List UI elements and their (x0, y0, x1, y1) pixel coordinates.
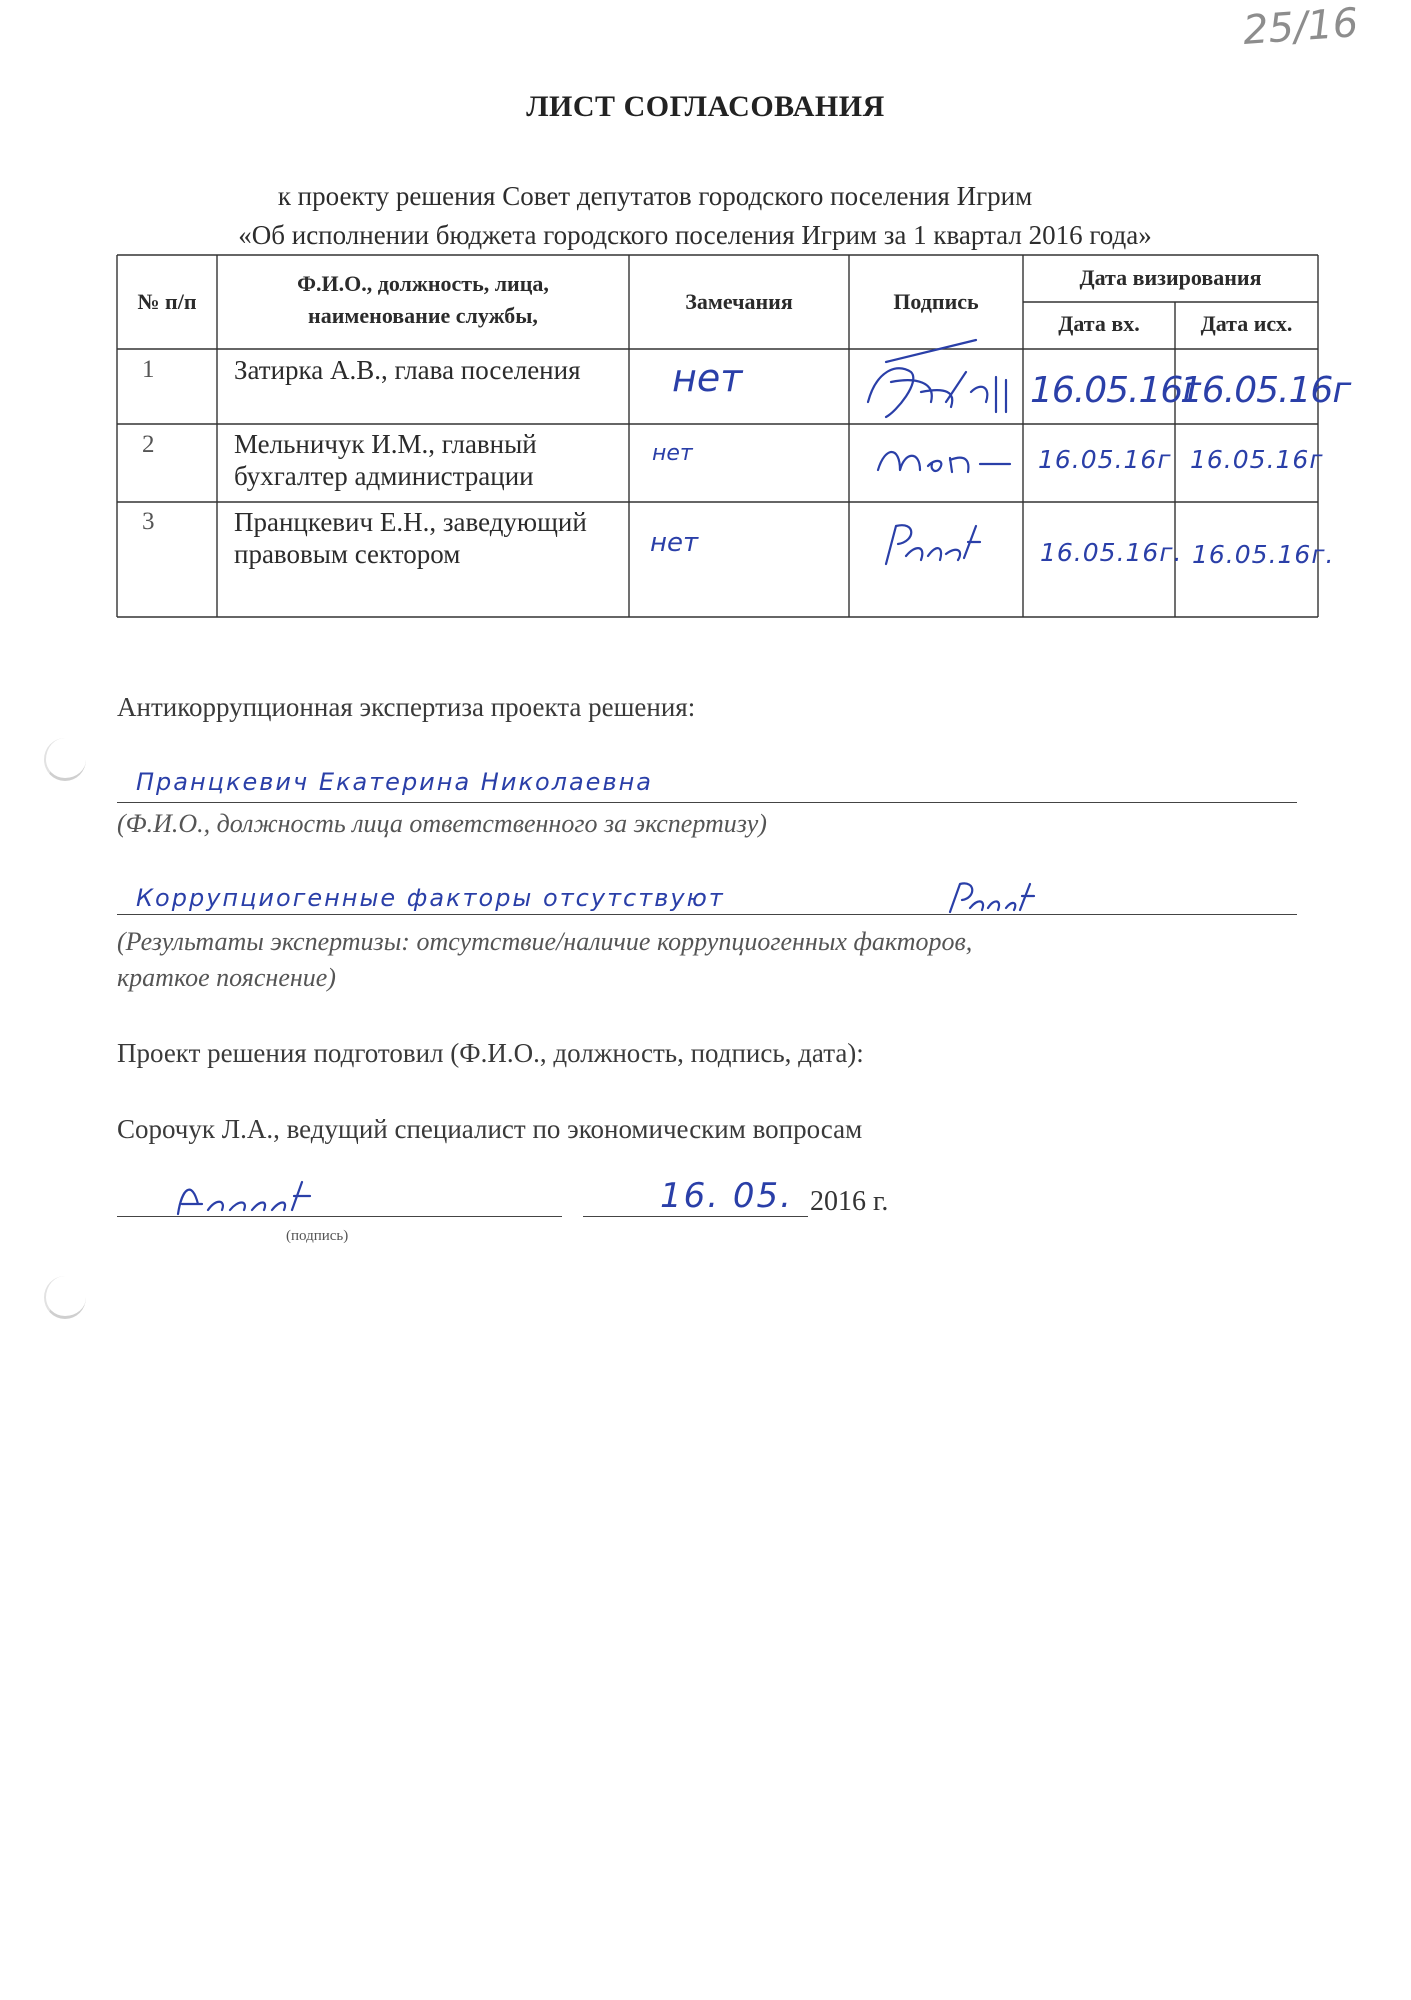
row-1-name: Затирка А.В., глава поселения (234, 355, 581, 385)
row-2-date-out: 16.05.16г (1190, 445, 1324, 474)
expertise-result-caption-2: краткое пояснение) (117, 963, 336, 992)
binder-hole-top (44, 738, 86, 781)
row-3-name: Пранцкевич Е.Н., заведующий правовым сектором (234, 507, 587, 569)
expertise-result-handwritten: Коррупциогенные факторы отсутствуют (136, 884, 725, 912)
prepared-year: 2016 г. (810, 1186, 889, 1217)
binder-hole-bottom (44, 1276, 86, 1319)
document-number-handwritten: 25/16 (1241, 0, 1360, 54)
prepared-by-person: Сорочук Л.А., ведущий специалист по экономическим вопросам (117, 1114, 863, 1144)
row-1-signature (856, 332, 1026, 424)
row-2-remark: нет (652, 441, 693, 466)
header-date-in: Дата вх. (1058, 311, 1140, 336)
subtitle-line-2: «Об исполнении бюджета городского поселения Игрим за 1 квартал 2016 года» (238, 220, 1152, 250)
row-1-date-in: 16.05.16г (1030, 370, 1201, 411)
row-1-num: 1 (142, 356, 155, 383)
page-title: ЛИСТ СОГЛАСОВАНИЯ (526, 90, 885, 123)
date-underline (583, 1216, 808, 1217)
expertise-result-caption-1: (Результаты экспертизы: отсутствие/наличие коррупциогенных факторов, (117, 927, 973, 956)
row-2-name: Мельничук И.М., главный бухгалтер администрации (234, 429, 537, 491)
expert-underline (117, 802, 1297, 803)
row-3-remark: нет (650, 528, 699, 558)
row-1-remark: нет (672, 356, 743, 400)
header-date-group: Дата визирования (1079, 265, 1262, 290)
header-name: Ф.И.О., должность, лица, наименование службы, (297, 271, 549, 328)
header-signature: Подпись (893, 289, 979, 314)
expert-signature (942, 878, 1038, 918)
row-3-signature (876, 516, 986, 572)
row-3-date-out: 16.05.16г. (1192, 540, 1335, 569)
subtitle-line-1: к проекту решения Совет депутатов городского поселения Игрим (277, 181, 1033, 211)
signature-underline (117, 1216, 562, 1217)
expertise-result-underline (117, 914, 1297, 915)
anticorruption-label: Антикоррупционная экспертиза проекта решения: (117, 692, 696, 722)
row-2-date-in: 16.05.16г (1038, 445, 1172, 474)
expert-caption: (Ф.И.О., должность лица ответственного за экспертизу) (117, 809, 767, 838)
row-1-date-out: 16.05.16г (1180, 370, 1351, 411)
row-3-date-in: 16.05.16г. (1040, 538, 1183, 567)
row-3-num: 3 (142, 508, 155, 535)
expert-name-handwritten: Пранцкевич Екатерина Николаевна (136, 768, 653, 796)
prepared-by-label: Проект решения подготовил (Ф.И.О., должность, подпись, дата): (117, 1038, 864, 1068)
header-remarks: Замечания (685, 289, 793, 314)
header-date-out: Дата исх. (1200, 311, 1293, 336)
row-2-num: 2 (142, 431, 155, 458)
header-num: № п/п (137, 289, 197, 314)
signature-caption: (подпись) (286, 1228, 349, 1244)
prepared-date-handwritten: 16. 05. (660, 1176, 793, 1216)
preparer-signature (168, 1174, 348, 1220)
row-2-signature (870, 436, 1020, 482)
